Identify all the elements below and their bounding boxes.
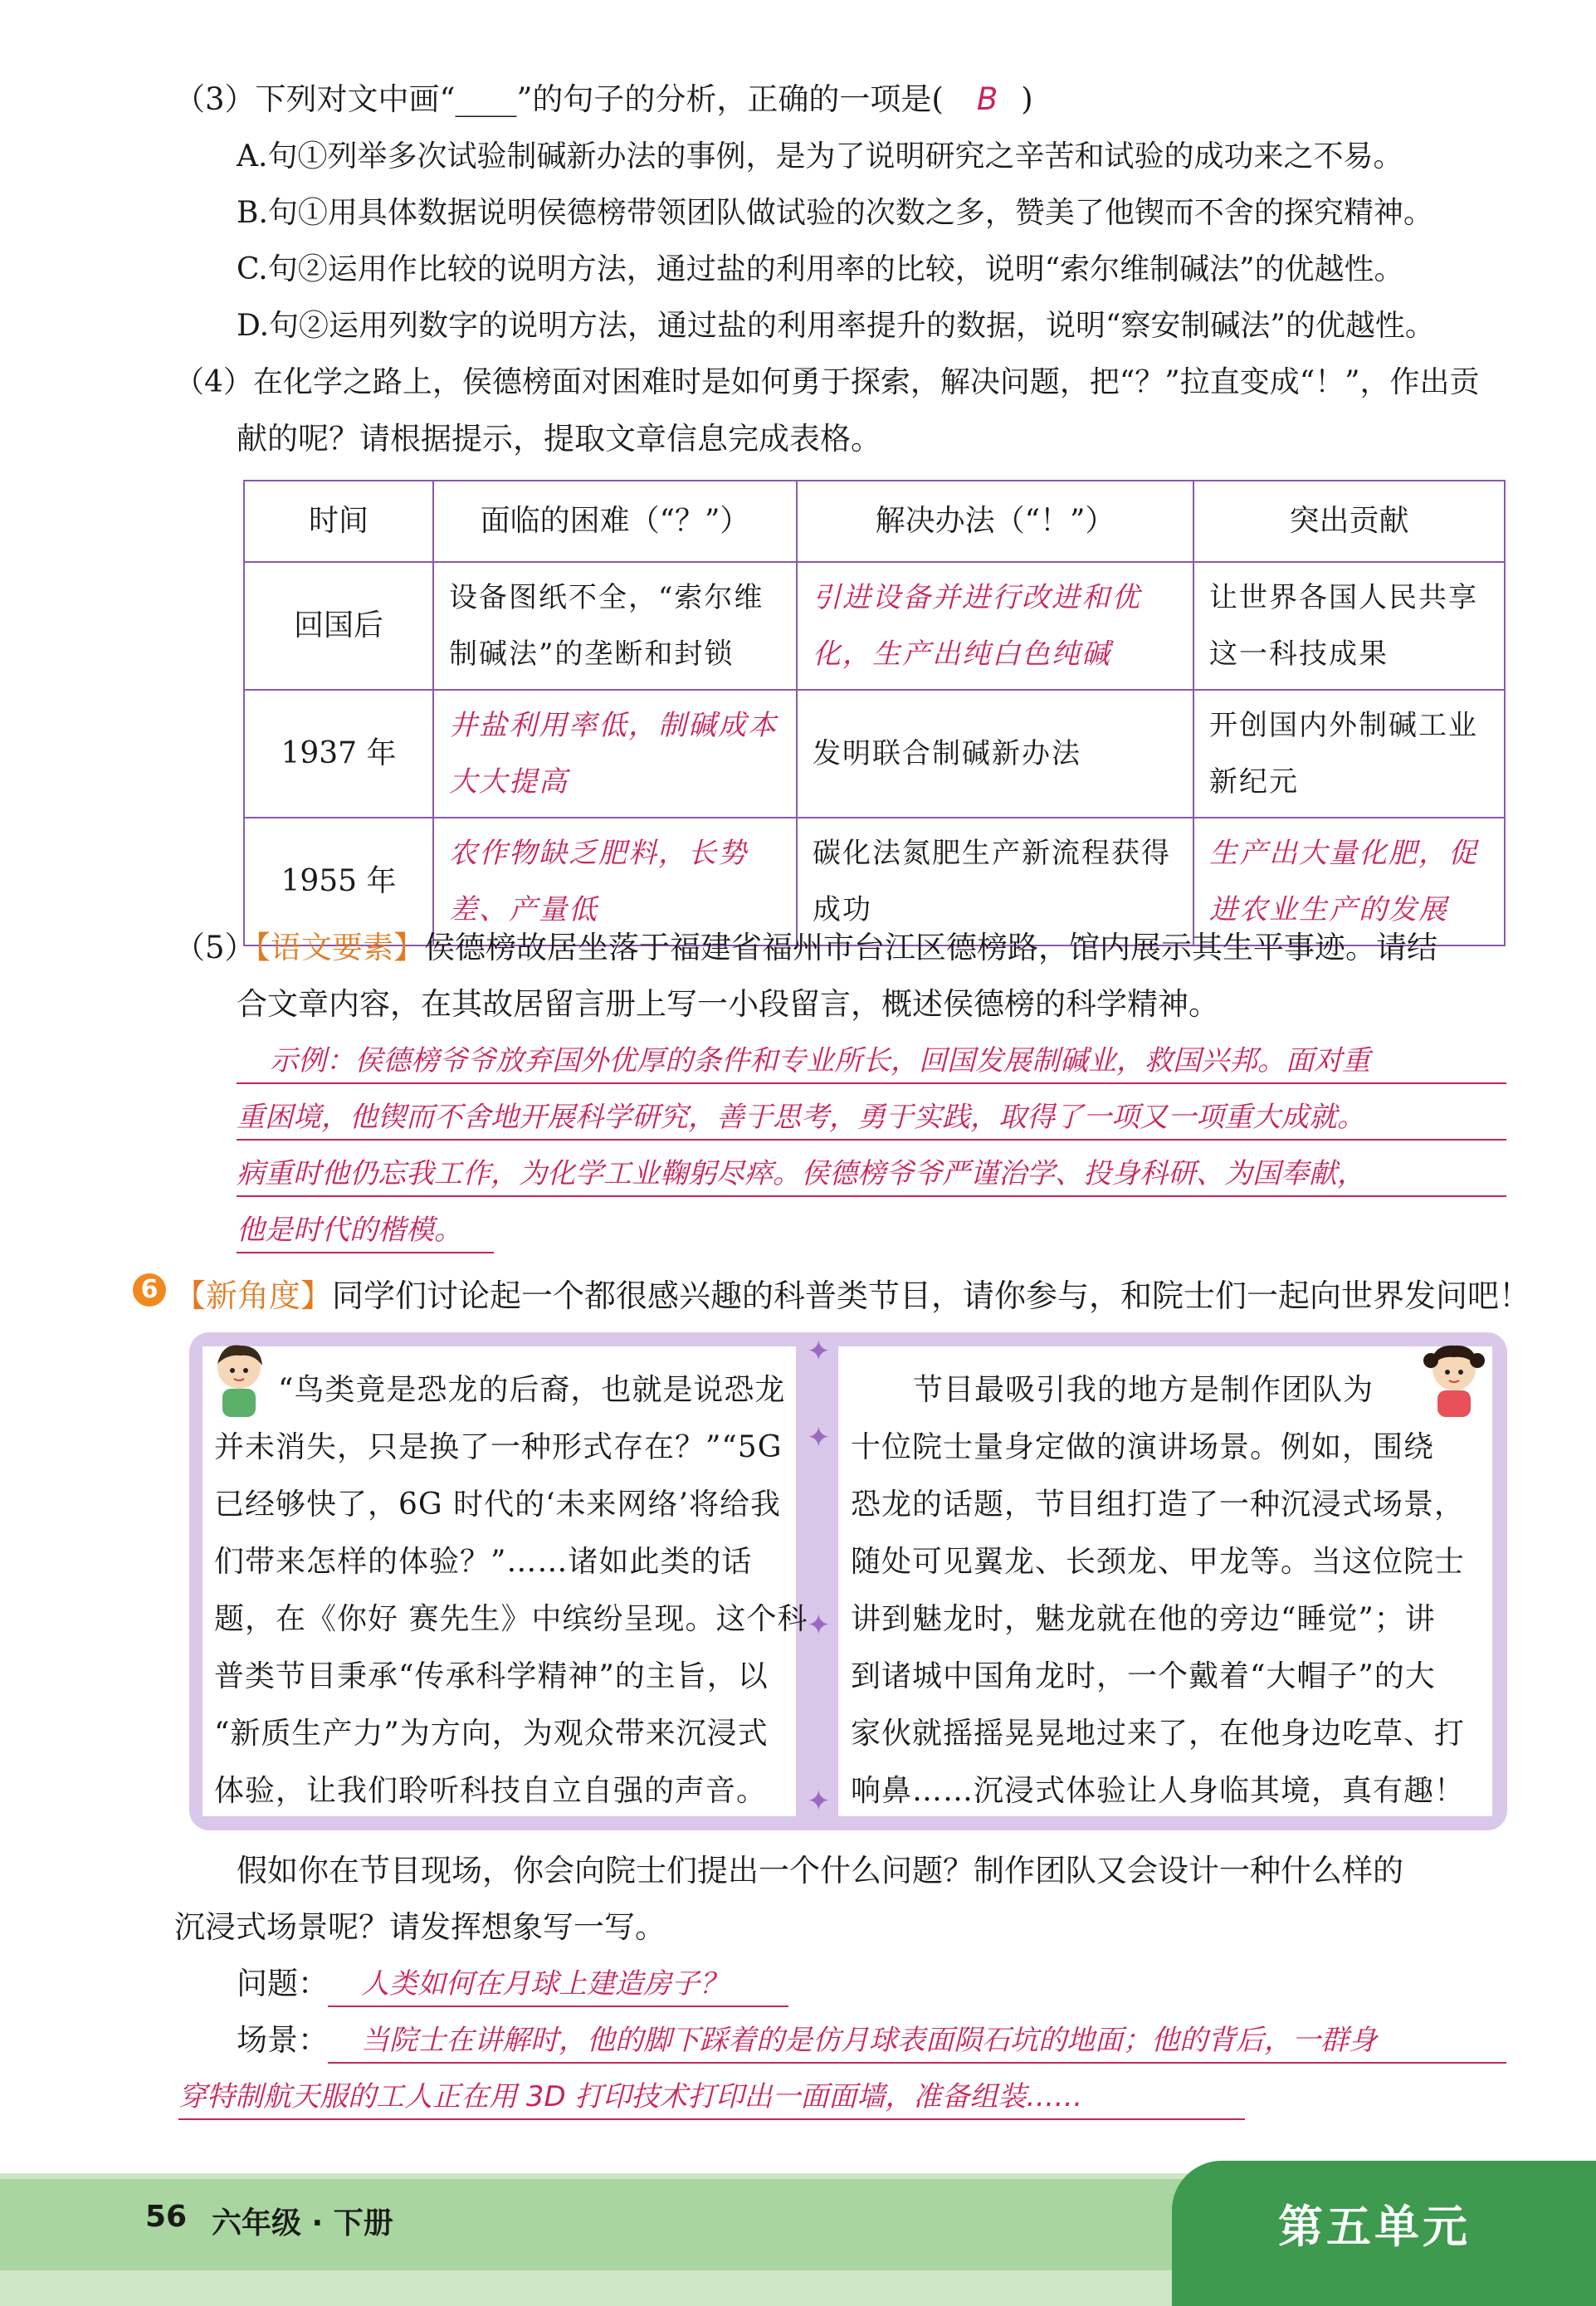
q3-answer: B (976, 81, 998, 117)
table-row (244, 562, 1505, 690)
table-cell-solution: 发明联合制碱新办法 (797, 690, 1193, 818)
q5-tag: 【语文要素】 (255, 930, 425, 965)
scene-answer-line: 穿特制航天服的工人正在用 3D 打印技术打印出一面面墙，准备组装…… (178, 2080, 1083, 2113)
dialogue-right-line: 十位院士量身定做的演讲场景。例如，围绕 (851, 1430, 1435, 1464)
answer-underline (237, 1139, 1506, 1141)
question-number-badge: 6 (133, 1273, 166, 1307)
answer-underline (237, 1252, 494, 1253)
page-number: 56 (145, 2200, 188, 2234)
table-header-row (244, 481, 1505, 562)
q5-answer-line: 重困境，他锲而不舍地开展科学研究，善于思考，勇于实践，取得了一项又一项重大成就。 (237, 1101, 1365, 1134)
table-cell-time: 回国后 (244, 562, 433, 690)
q5-answer-line: 示例：侯德榜爷爷放弃国外优厚的条件和专业所长，回国发展制碱业，救国兴邦。面对重 (270, 1044, 1370, 1077)
q5-answer-line: 病重时他仍忘我工作，为化学工业鞠躬尽瘁。侯德榜爷爷严谨治学、投身科研、为国奉献， (237, 1157, 1365, 1190)
table-cell-solution: 碳化法氮肥生产新流程获得成功 (797, 818, 1193, 945)
answer-underline (328, 2006, 788, 2007)
dialogue-left-line: 已经够快了，6G 时代的‘未来网络’将给我 (214, 1488, 781, 1522)
q3-option-b: B.句①用具体数据说明侯德榜带领团队做试验的次数之多，赞美了他锲而不舍的探究精神。 (237, 196, 1433, 230)
info-table (243, 480, 1506, 946)
table-cell-difficulty: 设备图纸不全，“索尔维制碱法”的垄断和封锁 (433, 562, 797, 690)
dialogue-right-line: 响鼻……沉浸式体验让人身临其境，真有趣！ (851, 1774, 1466, 1808)
table-header: 解决办法（“！”） (797, 481, 1193, 562)
q6-tag: 【新角度】 (174, 1278, 333, 1314)
table-header: 面临的困难（“？”） (433, 481, 797, 562)
answer-underline (237, 1195, 1506, 1197)
table-cell-time: 1955 年 (244, 818, 433, 945)
dialogue-left-line: “新质生产力”为方向，为观众带来沉浸式 (214, 1717, 769, 1751)
q3-option-c: C.句②运用作比较的说明方法，通过盐的利用率的比较，说明“索尔维制碱法”的优越性。 (237, 252, 1404, 286)
table-cell-contribution: 让世界各国人民共享这一科技成果 (1193, 562, 1505, 690)
dialogue-left-line: 题，在《你好 赛先生》中缤纷呈现。这个科 (214, 1602, 808, 1636)
answer-underline (328, 2062, 1506, 2064)
q4-line-2: 献的呢？请根据提示，提取文章信息完成表格。 (237, 421, 881, 457)
dialogue-right-line: 恐龙的话题，节目组打造了一种沉浸式场景， (851, 1488, 1466, 1522)
question-answer: 人类如何在月球上建造房子？ (361, 1967, 728, 2001)
sparkle-icon: ✦ (807, 1421, 831, 1454)
boy-avatar (207, 1341, 274, 1419)
dialogue-right-line: 节目最吸引我的地方是制作团队为 (913, 1373, 1374, 1407)
unit-label: 第五单元 (1278, 2201, 1471, 2253)
dialogue-right-line: 家伙就摇摇晃晃地过来了，在他身边吃草、打 (851, 1717, 1466, 1751)
question-label: 问题： (237, 1966, 329, 2001)
sparkle-icon: ✦ (807, 1335, 831, 1368)
q4-line-1: （4）在化学之路上，侯德榜面对困难时是如何勇于探索，解决问题，把“？”拉直变成“！”，作出贡 (174, 365, 1480, 399)
grade-label: 六年级 · 下册 (212, 2206, 393, 2240)
table-cell-contribution: 开创国内外制碱工业新纪元 (1193, 690, 1505, 818)
q3-option-d: D.句②运用列数字的说明方法，通过盐的利用率提升的数据，说明“察安制碱法”的优越性。 (237, 309, 1435, 343)
table-row (244, 818, 1505, 945)
q6-prompt-line-2: 沉浸式场景呢？请发挥想象写一写。 (174, 1909, 666, 1945)
dialogue-right-line: 到诸城中国角龙时，一个戴着“大帽子”的大 (851, 1659, 1436, 1693)
q6-prompt-line-1: 假如你在节目现场，你会向院士们提出一个什么问题？制作团队又会设计一种什么样的 (237, 1853, 1403, 1888)
dialogue-left-line: 普类节目秉承“传承科学精神”的主旨，以 (214, 1659, 769, 1693)
dialogue-left-line: “鸟类竟是恐龙的后裔，也就是说恐龙 (278, 1373, 786, 1407)
table-cell-difficulty: 农作物缺乏肥料，长势差、产量低 (433, 818, 797, 945)
dialogue-right-line: 讲到魅龙时，魅龙就在他的旁边“睡觉”；讲 (851, 1602, 1436, 1636)
sparkle-icon: ✦ (807, 1609, 831, 1642)
answer-underline (178, 2118, 1245, 2120)
girl-avatar (1419, 1341, 1490, 1419)
table-header: 突出贡献 (1193, 481, 1505, 562)
q5-answer-line: 他是时代的楷模。 (237, 1214, 462, 1247)
table-cell-difficulty: 井盐利用率低，制碱成本大大提高 (433, 690, 797, 818)
sparkle-icon: ✦ (807, 1785, 831, 1818)
dialogue-left-line: 们带来怎样的体验？”……诸如此类的话 (214, 1545, 753, 1579)
scene-label: 场景： (237, 2022, 329, 2058)
scene-answer-line: 当院士在讲解时，他的脚下踩着的是仿月球表面陨石坑的地面；他的背后，一群身 (361, 2024, 1377, 2057)
dialogue-left-line: 并未消失，只是换了一种形式存在？”“5G (214, 1430, 783, 1464)
table-cell-solution: 引进设备并进行改进和优化，生产出纯白色纯碱 (797, 562, 1193, 690)
dialogue-right-line: 随处可见翼龙、长颈龙、甲龙等。当这位院士 (851, 1545, 1466, 1579)
table-header: 时间 (244, 481, 433, 562)
table-cell-contribution: 生产出大量化肥，促进农业生产的发展 (1193, 818, 1505, 945)
q5-line-1: （5）【语文要素】侯德榜故居坐落于福建省福州市台江区德榜路，馆内展示其生平事迹。请结 (174, 930, 1438, 965)
dialogue-left-line: 体验，让我们聆听科技自立自强的声音。 (214, 1774, 768, 1808)
answer-underline (237, 1082, 1506, 1084)
q3-stem: （3）下列对文中画“____”的句子的分析，正确的一项是( B ) (174, 81, 1033, 117)
table-row (244, 690, 1505, 818)
q5-line-2: 合文章内容，在其故居留言册上写一小段留言，概述侯德榜的科学精神。 (237, 986, 1219, 1022)
q6-heading: 【新角度】同学们讨论起一个都很感兴趣的科普类节目，请你参与，和院士们一起向世界发问吧！ (174, 1278, 1531, 1314)
table-cell-time: 1937 年 (244, 690, 433, 818)
q3-option-a: A.句①列举多次试验制碱新办法的事例，是为了说明研究之辛苦和试验的成功来之不易。 (237, 139, 1403, 173)
